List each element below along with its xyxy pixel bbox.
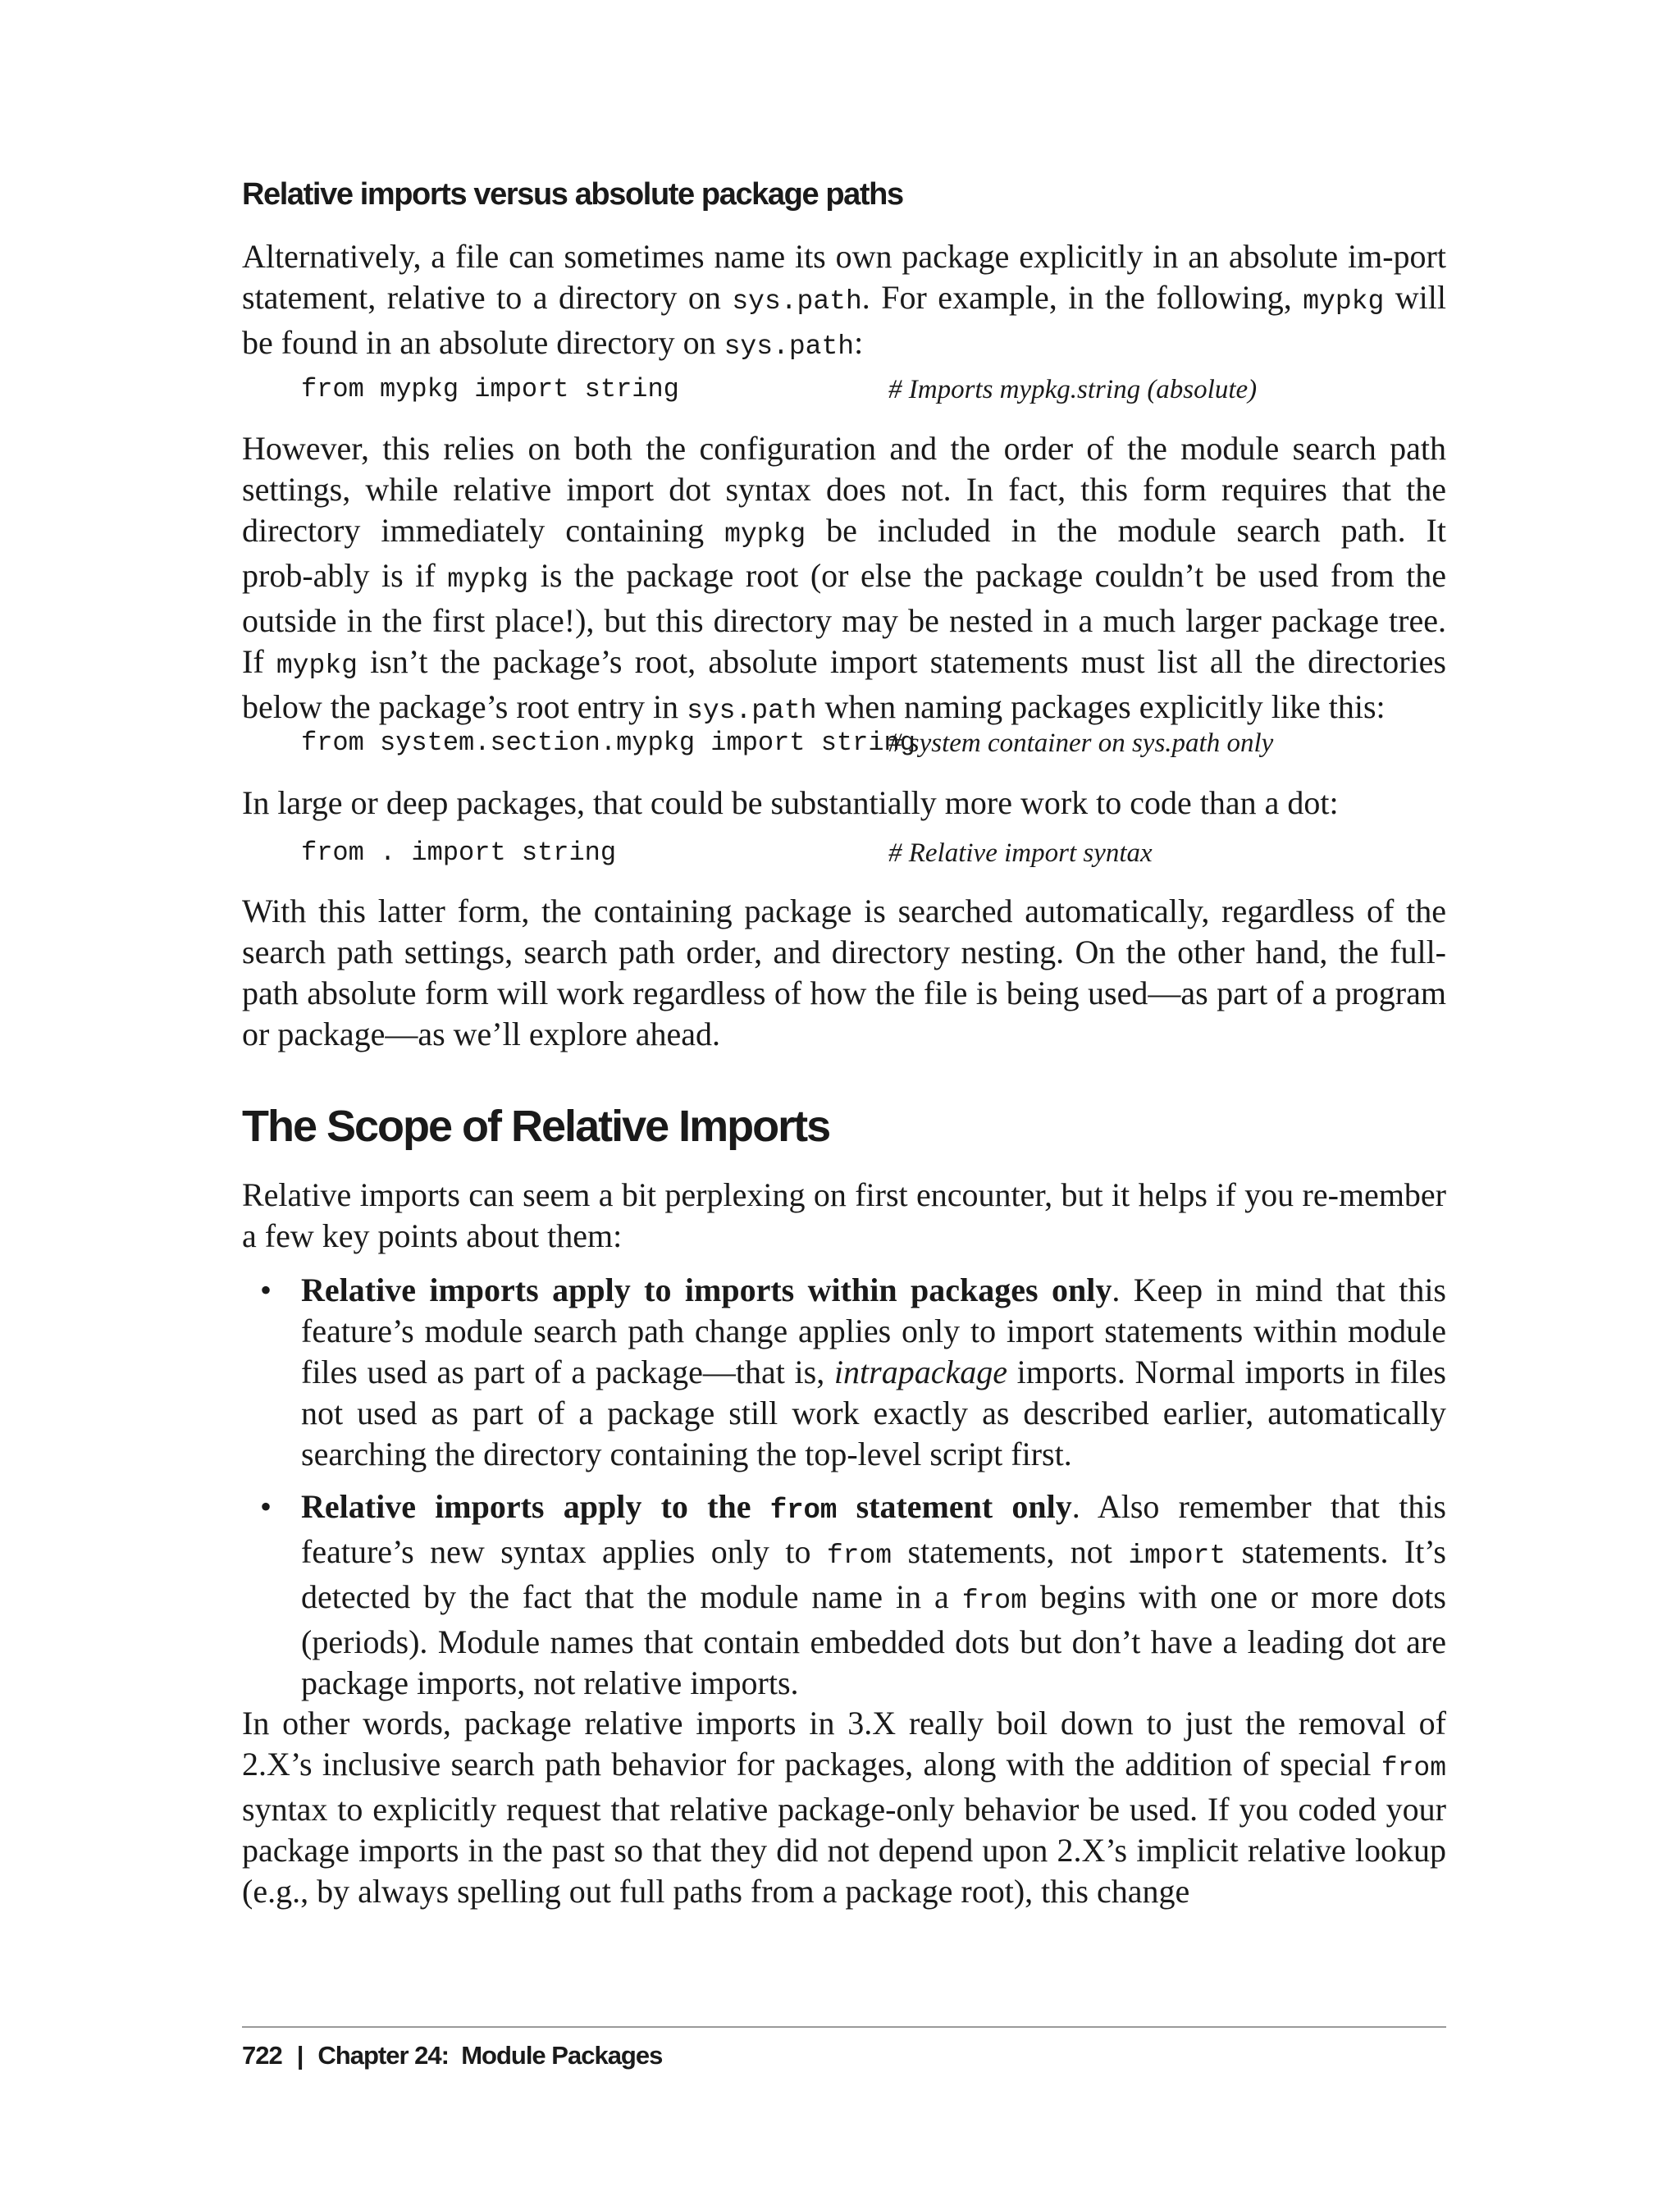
code-line: from system.section.mypkg import string xyxy=(301,728,915,758)
bullet-icon: • xyxy=(260,1271,272,1308)
text: statements. It’s detected by the fact that the module name in a xyxy=(301,1533,1446,1615)
text: isn’t the package’s root, absolute import statements must list all the directories below the package’s root entry in xyxy=(242,643,1446,725)
code-comment: # system container on sys.path only xyxy=(888,728,1274,758)
inline-code: sys.path xyxy=(724,331,855,362)
text: syntax to explicitly request that relative package-only behavior be used. If you coded your package imports in the past so that they did not depend upon 2.X’s implicit relative lookup (e.g., by always spelling out full paths from a package root), this change xyxy=(242,1791,1446,1910)
code-comment: # Imports mypkg.string (absolute) xyxy=(888,375,1258,404)
footer-separator: | xyxy=(296,2041,304,2070)
inline-code: import xyxy=(1128,1541,1226,1571)
paragraph-latter-form: With this latter form, the containing package is searched automatically, regardless of the search path settings, search path order, and directory nesting. On the other hand, the full-path absolute form will work regardless of how the file is being used—as part of a program or package—as we’ll explore ahead. xyxy=(242,892,1446,1052)
text: In other words, package relative imports in 3.X really boil down to just the removal of 2.X’s inclusive search path behavior for packages, along with the addition of special xyxy=(242,1705,1446,1783)
code-line: from . import string xyxy=(301,838,617,868)
text: be included in the module search path. It prob‑ably is if xyxy=(242,512,1446,594)
bold-inline-code: from xyxy=(769,1495,838,1527)
inline-code: sys.path xyxy=(687,696,817,726)
paragraph-absolute-import-intro xyxy=(242,236,1446,368)
text: will be found in an absolute directory on xyxy=(242,279,1446,361)
text: . Also remember that this feature’s new syntax applies only to xyxy=(301,1488,1446,1570)
page-number: 722 xyxy=(242,2041,282,2070)
paragraph-search-path-caveat xyxy=(242,428,1446,732)
inline-code: mypkg xyxy=(724,519,806,550)
text: Alternatively, a file can sometimes name its own package explicitly in an absolute im‑port statement, relative to a directory on xyxy=(242,238,1446,316)
bold-lead: Relative imports apply to the xyxy=(301,1488,770,1525)
text: . For example, in the following, xyxy=(861,279,1303,316)
code-comment: # Relative import syntax xyxy=(888,838,1153,868)
inline-code: mypkg xyxy=(276,651,358,681)
section-heading: The Scope of Relative Imports xyxy=(242,1102,830,1151)
footer-divider xyxy=(242,2026,1446,2028)
paragraph-scope-intro: Relative imports can seem a bit perplexing on first encounter, but it helps if you re‑member a few key points about them: xyxy=(242,1176,1446,1254)
text: when naming packages explicitly like this: xyxy=(816,688,1386,725)
bullet-icon: • xyxy=(260,1488,272,1525)
text: : xyxy=(854,324,864,361)
bold-lead: statement only xyxy=(837,1488,1072,1525)
text: statements, not xyxy=(892,1533,1129,1570)
inline-code: mypkg xyxy=(447,564,529,595)
text: However, this relies on both the configuration and the order of the module search path settings, while relative import dot syntax does not. In fact, this form requires that the directory immediately containing xyxy=(242,430,1446,549)
text: is the package root (or else the package couldn’t be used from the outside in the first place!), but this directory may be nested in a much larger package tree. If xyxy=(242,557,1447,680)
text: imports. Normal imports in files not used as part of a package still work exactly as described earlier, automatically searching the directory containing the top-level script first. xyxy=(301,1354,1446,1472)
bold-lead: Relative imports apply to imports within packages only xyxy=(301,1271,1112,1308)
chapter-title: Chapter 24: Module Packages xyxy=(317,2041,663,2070)
inline-code: from xyxy=(1381,1753,1446,1783)
list-item xyxy=(260,1486,1446,1704)
emphasis: intrapackage xyxy=(833,1354,1007,1390)
text: begins with one or more dots (periods). Module names that contain embedded dots but don’t have a leading dot are package imports, not relative imports. xyxy=(301,1578,1446,1701)
paragraph-in-other-words xyxy=(242,1703,1446,1912)
inline-code: mypkg xyxy=(1303,286,1385,317)
code-line: from mypkg import string xyxy=(301,374,679,404)
text: . Keep in mind that this feature’s module search path change applies only to import statements within module files used as part of a package—that is, xyxy=(301,1271,1447,1390)
page-footer xyxy=(242,2039,662,2072)
inline-code: sys.path xyxy=(732,286,862,317)
list-item xyxy=(260,1270,1447,1475)
paragraph-large-packages: In large or deep packages, that could be substantially more work to code than a dot: xyxy=(242,784,1339,821)
inline-code: from xyxy=(961,1586,1027,1616)
inline-code: from xyxy=(826,1541,892,1571)
subsection-heading: Relative imports versus absolute package paths xyxy=(242,177,903,212)
